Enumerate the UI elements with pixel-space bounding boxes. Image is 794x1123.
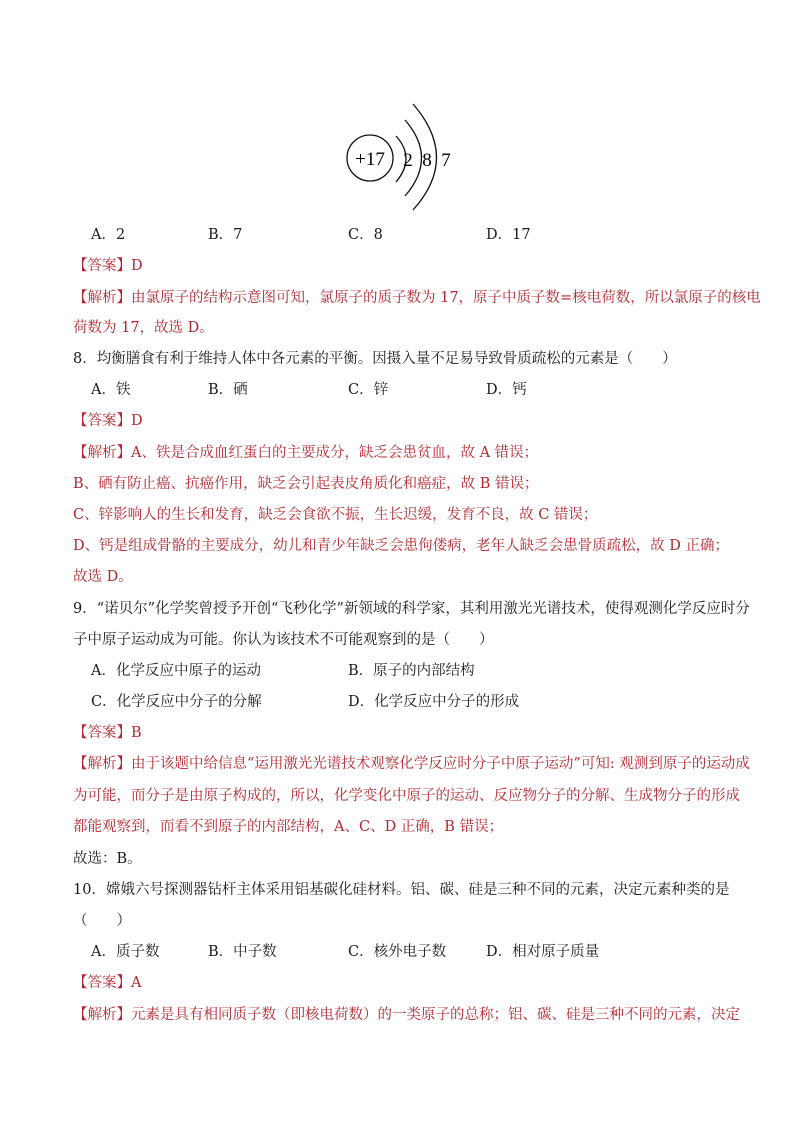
analysis-text: 由氯原子的结构示意图可知，氯原子的质子数为 17，原子中质子数=核电荷数，所以氯原子的核电 [131, 290, 761, 306]
answer-tag: 【答案】 [73, 975, 131, 991]
q8-analysis-line-4: D、钙是组成骨骼的主要成分，幼儿和青少年缺乏会患佝偻病，老年人缺乏会患骨质疏松，故 D 正确； [73, 538, 729, 554]
q9-analysis-line-4: 故选：B。 [73, 851, 142, 867]
q8-analysis-line-3: C、锌影响人的生长和发育，缺乏会食欲不振，生长迟缓，发育不良，故 C 错误； [73, 507, 598, 523]
q10-analysis-line-1 [73, 1005, 740, 1025]
analysis-tag: 【解析】 [73, 290, 131, 306]
chlorine-atom-structure-diagram [340, 100, 460, 215]
q7-option-a: A．2 [91, 227, 126, 243]
q8-answer [73, 411, 143, 431]
q10-option-d: D．相对原子质量 [486, 944, 600, 960]
q9-option-a: A．化学反应中原子的运动 [91, 663, 261, 679]
analysis-tag: 【解析】 [73, 756, 131, 772]
q9-analysis-line-2: 为可能，而分子是由原子构成的，所以，化学变化中原子的运动、反应物分子的分解、生成物分子的形成 [73, 788, 740, 804]
q10-answer [73, 973, 141, 993]
shell-electrons-2: 8 [422, 150, 432, 171]
q7-option-b: B．7 [208, 227, 243, 243]
analysis-tag: 【解析】 [73, 445, 131, 461]
q8-option-a: A．铁 [91, 382, 131, 398]
analysis-text: 元素是具有相同质子数（即核电荷数）的一类原子的总称；铝、碳、硅是三种不同的元素，决定 [131, 1007, 740, 1023]
q10-option-c: C．核外电子数 [348, 944, 447, 960]
answer-tag: 【答案】 [73, 725, 131, 741]
q9-answer [73, 723, 142, 743]
q7-analysis-line-1 [73, 288, 761, 308]
q9-analysis-line-3: 都能观察到，而看不到原子的内部结构，A、C、D 正确，B 错误； [73, 819, 504, 835]
q10-option-a: A．质子数 [91, 944, 160, 960]
answer-value: D [131, 258, 143, 274]
q7-option-c: C．8 [348, 227, 383, 243]
q10-stem-line-1: 10．嫦娥六号探测器钻杆主体采用铝基碳化硅材料。铝、碳、硅是三种不同的元素，决定元素种类的是 [73, 882, 730, 898]
q9-analysis-line-1 [73, 754, 750, 774]
answer-tag: 【答案】 [73, 258, 131, 274]
q8-analysis-line-5: 故选 D。 [73, 569, 133, 585]
q7-option-d: D．17 [486, 227, 531, 243]
answer-tag: 【答案】 [73, 413, 131, 429]
q7-answer [73, 256, 143, 276]
answer-value: B [131, 725, 142, 741]
q8-analysis-line-2: B、硒有防止癌、抗癌作用，缺乏会引起表皮角质化和癌症，故 B 错误； [73, 476, 539, 492]
answer-value: D [131, 413, 143, 429]
nucleus-charge: +17 [355, 149, 385, 170]
q8-option-b: B．硒 [208, 382, 248, 398]
q8-stem: 8．均衡膳食有利于维持人体中各元素的平衡。因摄入量不足易导致骨质疏松的元素是（ ） [73, 351, 677, 367]
q7-analysis-line-2: 荷数为 17，故选 D。 [73, 320, 214, 336]
shell-electrons-1: 2 [403, 150, 413, 171]
shell-electrons-3: 7 [441, 150, 451, 171]
analysis-text: 由于该题中给信息“运用激光光谱技术观察化学反应时分子中原子运动”可知: 观测到原子的运动成 [131, 756, 750, 772]
q8-option-c: C．锌 [348, 382, 389, 398]
q9-option-c: C．化学反应中分子的分解 [91, 694, 262, 710]
q10-option-b: B．中子数 [208, 944, 277, 960]
q9-option-b: B．原子的内部结构 [348, 663, 475, 679]
answer-value: A [131, 975, 142, 991]
q10-stem-line-2: （ ） [73, 913, 131, 929]
q9-option-d: D．化学反应中分子的形成 [348, 694, 520, 710]
analysis-text: A、铁是合成血红蛋白的主要成分，缺乏会患贫血，故 A 错误； [131, 445, 539, 461]
q8-analysis-line-1 [73, 443, 538, 463]
q9-stem-line-1: 9．“诺贝尔”化学奖曾授予开创“飞秒化学”新领域的科学家，其利用激光光谱技术，使得观测化学反应时分 [73, 601, 750, 617]
q9-stem-line-2: 子中原子运动成为可能。你认为该技术不可能观察到的是（ ） [73, 632, 494, 648]
q8-option-d: D．钙 [486, 382, 527, 398]
analysis-tag: 【解析】 [73, 1007, 131, 1023]
